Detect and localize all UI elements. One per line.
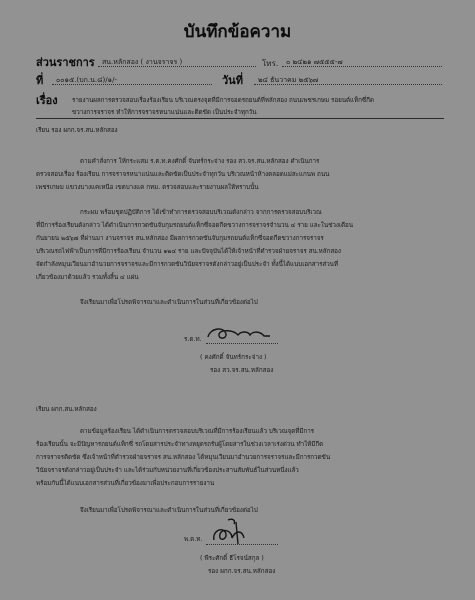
memo2-para-line: การจราจรติดขัด ซึ่งเจ้าหน้าที่ตำรวจฝ่ายจราจร สน.หลักสอง ได้หมุนเวียนมาอำนวยการจราจรและมีการกวดขัน xyxy=(36,454,331,461)
phone-dotline xyxy=(282,66,442,67)
memo1-closing: จึงเรียนมาเพื่อโปรดพิจารณาและดำเนินการในส่วนที่เกี่ยวข้องต่อไป xyxy=(80,299,258,306)
memo2-para-line: วินัยจราจรดังกล่าวอยู่เป็นประจำ และได้ร่วมกับหน่วยงานที่เกี่ยวข้องประสานสัมพันธ์ในส่วนหนึ่งแล้ว xyxy=(36,467,299,474)
memo2-salutation: เรียน ผกก.สน.หลักสอง xyxy=(36,406,97,413)
memo2-para-line: พร้อมกันนี้ได้แนบเอกสารส่วนที่เกี่ยวข้องมาเพื่อประกอบการรายงาน xyxy=(36,480,215,487)
memo2-para-line: ตามข้อมูลร้องเรียน ได้ดำเนินการตรวจสอบบริเวณที่มีการร้องเรียนแล้ว บริเวณจุดที่มีการ xyxy=(80,428,315,435)
memo1-para1-line: ตามคำสั่งการ ให้กระแสม ร.ต.ท.คงศักดิ์ จันทร์กระจ่าง รอง สว.จร.สน.หลักสอง ดำเนินการ xyxy=(80,158,320,165)
memo2-para-line: ร้องเรียนนั้น จะมีปัญหารถยนต์แท็กซี่ รถโดยสารประจำทางหยุดรถรับผู้โดยสารในช่วงเวลาเร่งด่วน ทำให้มีกีด xyxy=(36,441,324,448)
memo2-signer-name: ( พีระศักดิ์ ธีโรจน์สกุล ) xyxy=(200,555,264,562)
memo1-para2-line: จัดกำลังหมุนเวียนมาอำนวยการจราจรและมีการกวดขันวินัยจราจรดังกล่าวอยู่เป็นประจำ ทั้งนี้ได้แนบเอกสารส่วนที่ xyxy=(36,261,339,268)
memo1-para2-line: เกี่ยวข้องมาด้วยแล้ว รวมทั้งสิ้น ๔ แผ่น xyxy=(36,274,139,281)
memo2-sig-dotline xyxy=(206,544,278,545)
subject-label: เรื่อง xyxy=(36,94,58,107)
memo1-para2-line: กระผม พร้อมชุดปฏิบัติการ ได้เข้าทำการตรวจสอบบริเวณดังกล่าว จากการตรวจสอบบริเวณ xyxy=(80,209,322,216)
ref-dotline xyxy=(52,84,212,85)
phone-label: โทร. xyxy=(262,59,279,68)
subject-line: รายงานผลการตรวจสอบเรื่องร้องเรียน บริเวณตรงจุดที่มีการจอดรถยนต์ที่หลักสอง ถนนเพชรเกษม รอยนต์แท็กซี่กีด xyxy=(72,97,374,104)
ref-value: ๐๐๑๕.(บก.น.๘)/๑/- xyxy=(56,76,117,84)
memo2-signer-title: รอง ผกก.จร.สน.หลักสอง xyxy=(208,568,276,575)
memo2-rank: พ.ต.ท. xyxy=(184,536,203,543)
page-title: บันทึกข้อความ xyxy=(183,22,292,42)
memo2-closing: จึงเรียนมาเพื่อโปรดพิจารณาและดำเนินการในส่วนที่เกี่ยวข้องต่อไป xyxy=(80,507,258,514)
memo1-para2-line: ที่มีการร้องเรียนดังกล่าว ได้ดำเนินการกวดขันจับกุมรถยนต์แท็กซี่จอดกีดขวางการจราจรจำนวน ๔ ราย และในช่วงเดือน xyxy=(36,222,354,229)
memo1-rank: ร.ต.ท. xyxy=(184,336,202,343)
date-dotline xyxy=(254,84,442,85)
memo2-signature xyxy=(206,516,256,552)
memo1-signer-name: ( คงศักดิ์ จันทร์กระจ่าง ) xyxy=(200,354,267,361)
ref-label: ที่ xyxy=(36,74,44,87)
agency-label: ส่วนราชการ xyxy=(36,56,95,69)
date-label: วันที่ xyxy=(222,74,243,87)
agency-value: สน.หลักสอง ( งานจราจร ) xyxy=(102,58,183,66)
memo1-sig-dotline xyxy=(206,343,278,344)
memo1-para1-line: ตรวจสอบเรื่อง ร้องเรียน การจราจรหนาแน่นและติดขัดเป็นประจำทุกวัน บริเวณหน้าห้างตลอดแม่สะแกนพ ถนน xyxy=(36,171,330,178)
memo1-para2-line: บริเวณรถไฟฟ้าเป็นการที่มีการร้องเรียน จำนวน ๑๒๔ ราย และปัจจุบันได้ให้เจ้าหน้าที่ตำรวจฝ่ายจราจร สน.หลักสอง xyxy=(36,248,341,255)
memo1-signer-title: รอง สว.จร.สน.หลักสอง xyxy=(210,367,274,374)
header-divider xyxy=(36,118,444,119)
memo1-para2-line: กันยายน ๒๕๖๗ ที่ผ่านมา งานจราจร สน.หลักสอง มีผลการกวดขันจับกุมรถยนต์แท็กซี่จอดกีดขวางการจราจร xyxy=(36,235,324,242)
subject-line: ขวางการจราจร ทำให้การจราจรหนาแน่นและติดขัด เป็นประจำทุกวัน xyxy=(72,109,257,116)
memo1-signature xyxy=(204,322,274,344)
phone-value: ๐ ๒๔๒๑ ๗๕๕๕-๗ xyxy=(286,58,343,66)
agency-dotline xyxy=(98,66,256,67)
memo1-salutation: เรียน รอง ผกก.จร.สน.หลักสอง xyxy=(36,127,118,134)
date-value: ๒๔ ธันวาคม ๒๕๖๗ xyxy=(258,76,319,84)
memo1-para1-line: เพชรเกษม แขวงบางแคเหนือ เขตบางแค กทม. ตรวจสอบและรายงานผลให้ทราบนั้น xyxy=(36,184,259,191)
